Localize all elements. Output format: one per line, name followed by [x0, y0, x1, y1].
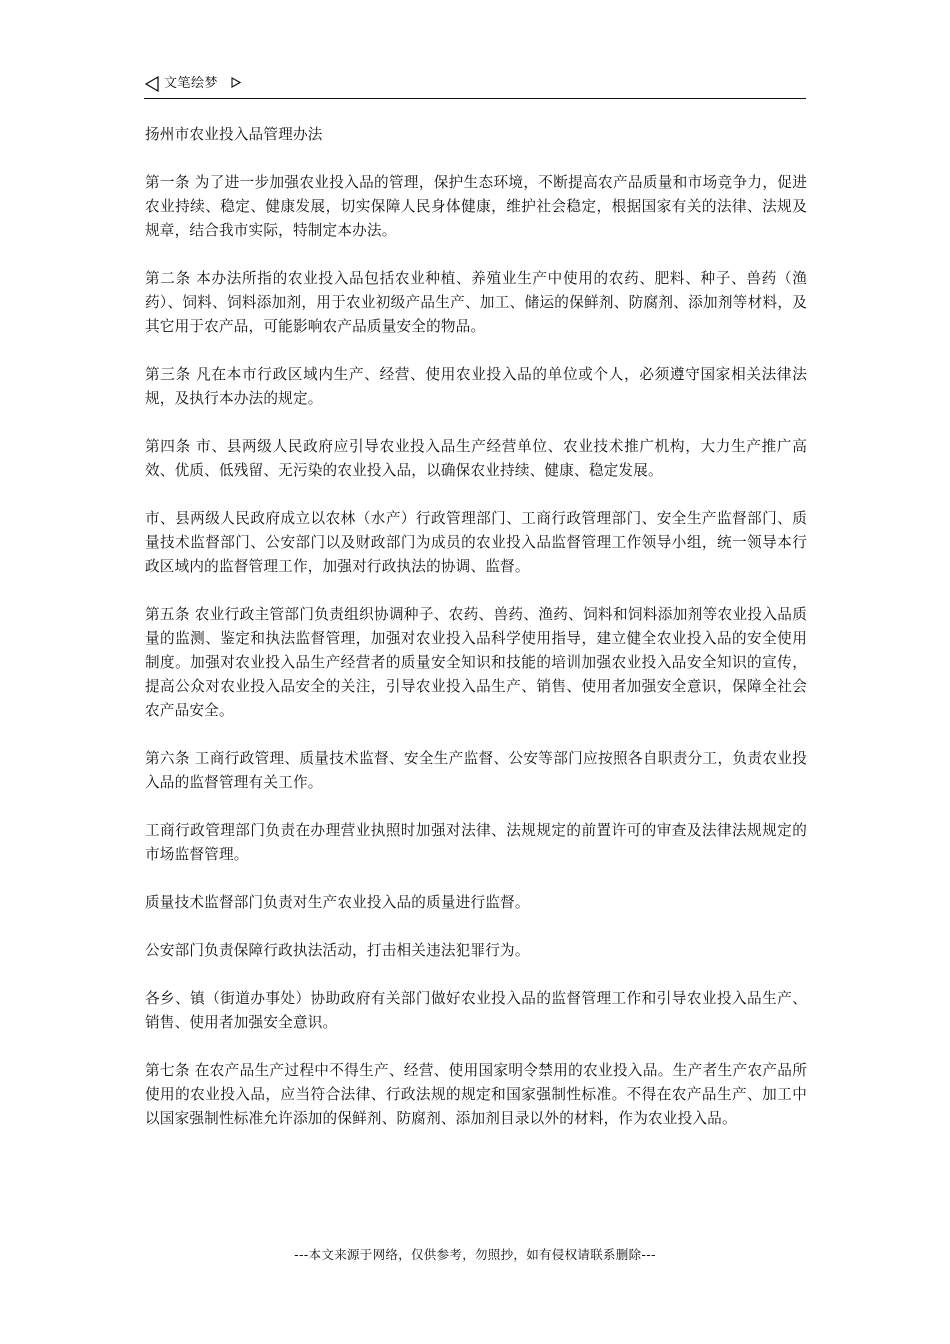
- document-title: 扬州市农业投入品管理办法: [145, 126, 323, 143]
- article-7-paragraph: 第七条 在农产品生产过程中不得生产、经营、使用国家明令禁用的农业投入品。生产者生产农产品所使用的农业投入品，应当符合法律、行政法规的规定和国家强制性标准。不得在农产品生产、加工中以国家强制性标准允许添加的保鲜剂、防腐剂、添加剂目录以外的材料，作为农业投入品。: [145, 1062, 807, 1127]
- article-6-township-paragraph: 各乡、镇（街道办事处）协助政府有关部门做好农业投入品的监督管理工作和引导农业投入品生产、销售、使用者加强安全意识。: [145, 990, 807, 1031]
- article-2-paragraph: 第二条 本办法所指的农业投入品包括农业种植、养殖业生产中使用的农药、肥料、种子、兽药（渔药）、饲料、饲料添加剂，用于农业初级产品生产、加工、储运的保鲜剂、防腐剂、添加剂等材料，及其它用于农产品，可能影响农产品质量安全的物品。: [145, 270, 807, 335]
- article-5-paragraph: 第五条 农业行政主管部门负责组织协调种子、农药、兽药、渔药、饲料和饲料添加剂等农业投入品质量的监测、鉴定和执法监督管理，加强对农业投入品科学使用指导，建立健全农业投入品的安全使用制度。加强对农业投入品生产经营者的质量安全知识和技能的培训加强农业投入品安全知识的宣传，提高公众对农业投入品安全的关注，引导农业投入品生产、销售、使用者加强安全意识，保障全社会农产品安全。: [145, 606, 807, 719]
- article-1-paragraph: 第一条 为了进一步加强农业投入品的管理，保护生态环境，不断提高农产品质量和市场竞争力，促进农业持续、稳定、健康发展，切实保障人民身体健康，维护社会稳定，根据国家有关的法律、法规及规章，结合我市实际，特制定本办法。: [145, 174, 807, 239]
- article-4-paragraph: 第四条 市、县两级人民政府应引导农业投入品生产经营单位、农业技术推广机构，大力生产推广高效、优质、低残留、无污染的农业投入品，以确保农业持续、健康、稳定发展。: [145, 438, 807, 479]
- right-triangle-icon: [231, 77, 241, 88]
- article-6-police-paragraph: 公安部门负责保障行政执法活动，打击相关违法犯罪行为。: [145, 942, 530, 959]
- article-3-paragraph: 第三条 凡在本市行政区域内生产、经营、使用农业投入品的单位或个人，必须遵守国家相关法律法规，及执行本办法的规定。: [145, 366, 807, 407]
- article-4-supplement-paragraph: 市、县两级人民政府成立以农林（水产）行政管理部门、工商行政管理部门、安全生产监督部门、质量技术监督部门、公安部门以及财政部门为成员的农业投入品监督管理工作领导小组，统一领导本行政区域内的监督管理工作，加强对行政执法的协调、监督。: [145, 510, 807, 575]
- left-triangle-icon: [145, 76, 159, 92]
- page-header: [144, 74, 806, 99]
- article-6-commerce-paragraph: 工商行政管理部门负责在办理营业执照时加强对法律、法规规定的前置许可的审查及法律法规规定的市场监督管理。: [145, 822, 807, 863]
- footer-disclaimer: ---本文来源于网络，仅供参考，勿照抄，如有侵权请联系删除---: [294, 1247, 656, 1262]
- document-body: [145, 123, 807, 1155]
- article-6-quality-paragraph: 质量技术监督部门负责对生产农业投入品的质量进行监督。: [145, 894, 530, 911]
- header-title: 文笔绘梦: [164, 76, 219, 91]
- article-6-paragraph: 第六条 工商行政管理、质量技术监督、安全生产监督、公安等部门应按照各自职责分工，负责农业投入品的监督管理有关工作。: [145, 750, 807, 791]
